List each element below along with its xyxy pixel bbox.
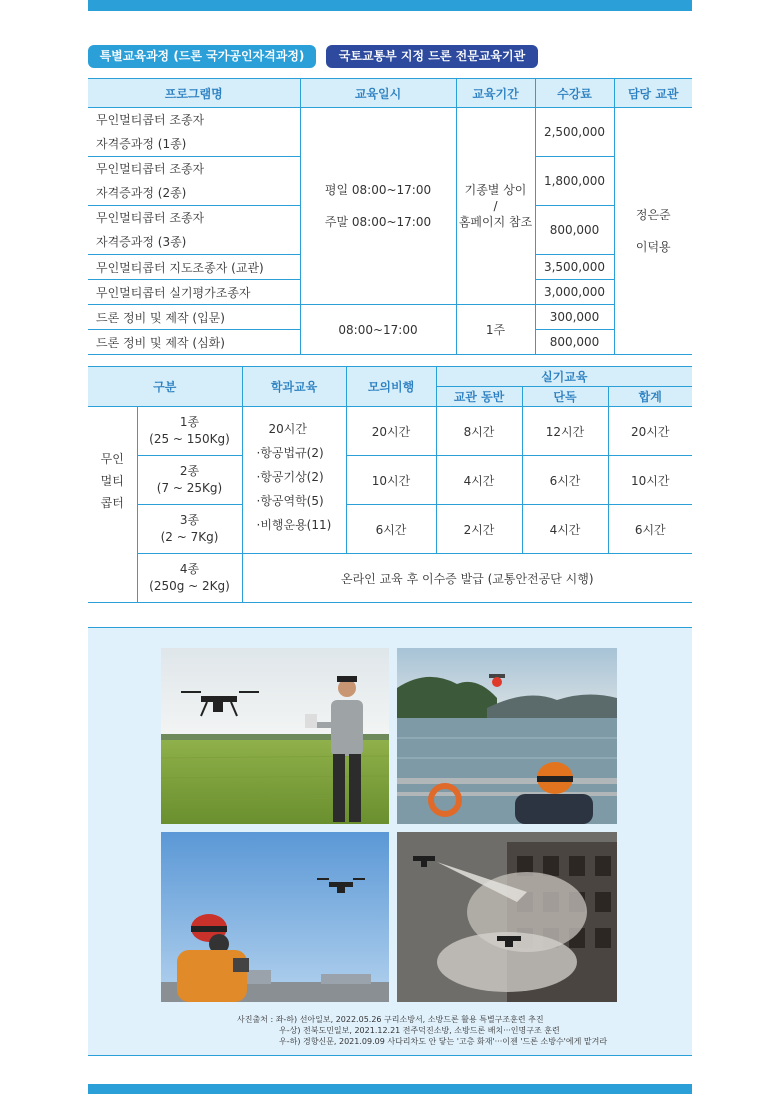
sim-hours: 10시간 [346, 456, 436, 505]
program-name: 드론 정비 및 제작 (입문) [88, 305, 300, 330]
program-table [88, 78, 692, 355]
theory-items: 20시간 ·항공법규(2) ·항공기상(2) ·항공역학(5) ·비행운용(11) [242, 407, 346, 554]
sim-hours: 20시간 [346, 407, 436, 456]
fee-cell: 3,000,000 [535, 280, 614, 305]
header-solo: 단독 [522, 387, 608, 407]
fee-cell: 2,500,000 [535, 108, 614, 157]
schedule-weekend: 주말 08:00~17:00 [324, 215, 432, 229]
total-hours: 20시간 [608, 407, 692, 456]
photo-firefighter-drone [161, 832, 389, 1002]
bottom-accent-bar [88, 1084, 692, 1094]
header-fee: 수강료 [535, 79, 614, 108]
fee-cell: 3,500,000 [535, 255, 614, 280]
with-instructor-hours: 2시간 [436, 505, 522, 554]
instructor-cell [614, 108, 692, 355]
program-name: 드론 정비 및 제작 (심화) [88, 330, 300, 355]
header-total: 합계 [608, 387, 692, 407]
fee-cell: 1,800,000 [535, 157, 614, 206]
photo-building-fire [397, 832, 617, 1002]
header-with-instructor: 교관 동반 [436, 387, 522, 407]
header-schedule: 교육일시 [300, 79, 456, 108]
program-name: 무인멀티콥터 실기평가조종자 [88, 280, 300, 305]
program-name: 무인멀티콥터 지도조종자 (교관) [88, 255, 300, 280]
program-table-header [88, 79, 692, 108]
schedule-weekday: 평일 08:00~17:00 [324, 183, 432, 197]
grade-cell: 3종 (2 ~ 7Kg) [137, 505, 242, 554]
header-theory: 학과교육 [242, 367, 346, 407]
instructor-name: 정은준 [635, 208, 671, 222]
grade-cell: 4종 (250g ~ 2Kg) [137, 554, 242, 603]
grade-cell: 1종 (25 ~ 150Kg) [137, 407, 242, 456]
credit-line: 우-상) 전북도민일보, 2021.12.21 전주덕진소방, 소방드론 배치···인명구조 훈련 [279, 1026, 560, 1035]
maint-period-cell: 1주 [456, 305, 535, 355]
sim-hours: 6시간 [346, 505, 436, 554]
table-row [88, 407, 692, 456]
fee-cell: 300,000 [535, 305, 614, 330]
header-simulation: 모의비행 [346, 367, 436, 407]
header-practical: 실기교육 [436, 367, 692, 387]
table-row [88, 456, 692, 505]
table-row [88, 505, 692, 554]
designated-institution-badge: 국토교통부 지정 드론 전문교육기관 [326, 45, 538, 68]
schedule-cell [300, 108, 456, 305]
fee-cell: 800,000 [535, 330, 614, 355]
top-accent-bar [88, 0, 692, 11]
table-row [88, 554, 692, 603]
total-hours: 6시간 [608, 505, 692, 554]
grade4-note: 온라인 교육 후 이수증 발급 (교통안전공단 시행) [242, 554, 692, 603]
solo-hours: 4시간 [522, 505, 608, 554]
credit-line: 사진출처 : 좌-하) 선아일보, 2022.05.26 구리소방서, 소방드론 활용 특별구조훈련 추진 [237, 1015, 544, 1024]
table-row [88, 305, 692, 330]
program-name: 무인멀티콥터 조종자 자격증과정 (1종) [88, 108, 300, 157]
photo-credits [237, 1014, 677, 1047]
table-row [88, 108, 692, 157]
program-name: 무인멀티콥터 조종자 자격증과정 (2종) [88, 157, 300, 206]
type-label: 무인 멀티 콥터 [88, 407, 137, 603]
total-hours: 10시간 [608, 456, 692, 505]
maint-schedule-cell: 08:00~17:00 [300, 305, 456, 355]
curriculum-hours-table [88, 366, 692, 603]
header-period: 교육기간 [456, 79, 535, 108]
solo-hours: 6시간 [522, 456, 608, 505]
photo-drone-rice-field [161, 648, 389, 824]
with-instructor-hours: 8시간 [436, 407, 522, 456]
with-instructor-hours: 4시간 [436, 456, 522, 505]
special-course-badge: 특별교육과정 (드론 국가공인자격과정) [88, 45, 316, 68]
instructor-name: 이덕용 [635, 240, 671, 254]
grade-cell: 2종 (7 ~ 25Kg) [137, 456, 242, 505]
credit-line: 우-하) 경향신문, 2021.09.09 사다리차도 안 닿는 '고층 화재'···이젠 '드론 소방수'에게 맡겨라 [279, 1037, 608, 1046]
period-cell: 기종별 상이 / 홈페이지 참조 [456, 108, 535, 305]
header-instructor: 담당 교관 [614, 79, 692, 108]
photo-lake-rescue [397, 648, 617, 824]
program-name: 무인멀티콥터 조종자 자격증과정 (3종) [88, 206, 300, 255]
solo-hours: 12시간 [522, 407, 608, 456]
fee-cell: 800,000 [535, 206, 614, 255]
header-program: 프로그램명 [88, 79, 300, 108]
header-category: 구분 [88, 367, 242, 407]
hours-table-header [88, 367, 692, 387]
